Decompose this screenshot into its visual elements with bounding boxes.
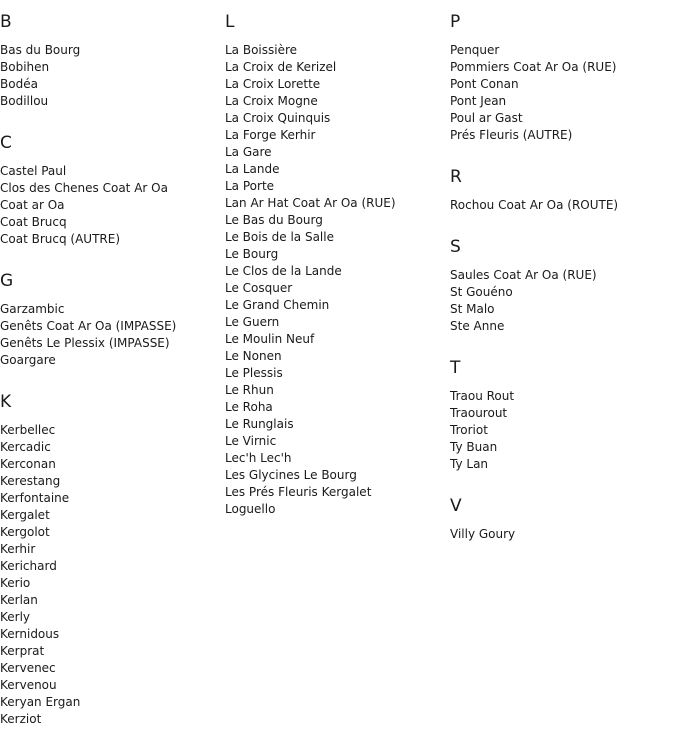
place-item[interactable]: Kerziot	[0, 712, 42, 726]
place-item[interactable]: Traou Rout	[450, 389, 515, 403]
place-item[interactable]: Villy Goury	[450, 527, 516, 541]
place-item[interactable]: Kerestang	[0, 474, 61, 488]
place-item[interactable]: Le Cosquer	[225, 281, 293, 295]
place-item[interactable]: Coat Brucq (AUTRE)	[0, 232, 120, 246]
place-item[interactable]: St Gouéno	[450, 285, 513, 299]
place-item[interactable]: Pommiers Coat Ar Oa (RUE)	[450, 60, 617, 74]
place-item[interactable]: Kervenou	[0, 678, 57, 692]
place-item[interactable]: Le Roha	[225, 400, 273, 414]
place-item[interactable]: La Porte	[225, 179, 275, 193]
place-item[interactable]: La Forge Kerhir	[225, 128, 316, 142]
place-item[interactable]: Le Clos de la Lande	[225, 264, 342, 278]
index-column-1	[0, 10, 220, 749]
place-item[interactable]: La Croix Quinquis	[225, 111, 331, 125]
place-item[interactable]: Kerichard	[0, 559, 57, 573]
place-item[interactable]: Kerfontaine	[0, 491, 70, 505]
place-item[interactable]: Clos des Chenes Coat Ar Oa	[0, 181, 168, 195]
place-item[interactable]: La Croix Lorette	[225, 77, 321, 91]
place-item[interactable]: Loguello	[225, 502, 276, 516]
place-item[interactable]: Le Bois de la Salle	[225, 230, 334, 244]
place-item[interactable]: Le Bourg	[225, 247, 279, 261]
letter-heading: L	[225, 12, 235, 32]
place-item[interactable]: Troriot	[450, 423, 488, 437]
place-item[interactable]: Le Grand Chemin	[225, 298, 330, 312]
place-item[interactable]: Les Prés Fleuris Kergalet	[225, 485, 372, 499]
place-item[interactable]: La Gare	[225, 145, 272, 159]
place-item[interactable]: Pont Jean	[450, 94, 507, 108]
place-item[interactable]: Bas du Bourg	[0, 43, 81, 57]
place-item[interactable]: La Boissière	[225, 43, 298, 57]
letter-heading: G	[0, 271, 14, 291]
place-item[interactable]: La Croix de Kerizel	[225, 60, 337, 74]
place-list	[0, 42, 220, 110]
place-item[interactable]: Ty Lan	[450, 457, 489, 471]
letter-heading: K	[0, 392, 12, 412]
letter-group	[0, 131, 220, 248]
letter-heading: B	[0, 12, 12, 32]
index-column-3	[450, 10, 675, 564]
place-list	[450, 388, 675, 473]
place-item[interactable]: Ste Anne	[450, 319, 505, 333]
place-item[interactable]: Coat ar Oa	[0, 198, 65, 212]
place-item[interactable]: Le Moulin Neuf	[225, 332, 315, 346]
letter-heading: R	[450, 167, 462, 187]
place-item[interactable]: Genêts Le Plessix (IMPASSE)	[0, 336, 170, 350]
place-list	[0, 163, 220, 248]
place-item[interactable]: La Lande	[225, 162, 280, 176]
letter-heading: V	[450, 496, 462, 516]
place-item[interactable]: St Malo	[450, 302, 495, 316]
letter-group	[450, 235, 675, 335]
place-list	[450, 267, 675, 335]
place-item[interactable]: Saules Coat Ar Oa (RUE)	[450, 268, 597, 282]
place-item[interactable]: Kercadic	[0, 440, 51, 454]
place-item[interactable]: Le Bas du Bourg	[225, 213, 323, 227]
letter-heading: T	[450, 358, 461, 378]
place-item[interactable]: Bodillou	[0, 94, 49, 108]
place-item[interactable]: Bodéa	[0, 77, 38, 91]
letter-group	[450, 356, 675, 473]
letter-group	[225, 10, 445, 518]
place-item[interactable]: Traourout	[450, 406, 508, 420]
place-item[interactable]: Le Nonen	[225, 349, 282, 363]
letter-heading: C	[0, 133, 12, 153]
place-item[interactable]: Rochou Coat Ar Oa (ROUTE)	[450, 198, 619, 212]
place-item[interactable]: Kervenec	[0, 661, 56, 675]
place-item[interactable]: Le Plessis	[225, 366, 283, 380]
letter-group	[0, 269, 220, 369]
place-item[interactable]: Garzambic	[0, 302, 65, 316]
place-list	[450, 42, 675, 144]
letter-heading: S	[450, 237, 461, 257]
place-item[interactable]: Prés Fleuris (AUTRE)	[450, 128, 573, 142]
place-item[interactable]: Pont Conan	[450, 77, 519, 91]
place-item[interactable]: Goargare	[0, 353, 56, 367]
place-item[interactable]: Castel Paul	[0, 164, 67, 178]
place-item[interactable]: Bobihen	[0, 60, 50, 74]
letter-group	[450, 10, 675, 144]
place-item[interactable]: Kerlan	[0, 593, 38, 607]
place-item[interactable]: Lec'h Lec'h	[225, 451, 292, 465]
place-item[interactable]: Coat Brucq	[0, 215, 67, 229]
place-item[interactable]: Genêts Coat Ar Oa (IMPASSE)	[0, 319, 177, 333]
place-item[interactable]: Ty Buan	[450, 440, 498, 454]
place-item[interactable]: Kerio	[0, 576, 31, 590]
place-item[interactable]: Kernidous	[0, 627, 60, 641]
place-item[interactable]: Le Guern	[225, 315, 280, 329]
place-item[interactable]: Kergolot	[0, 525, 50, 539]
place-item[interactable]: Kerprat	[0, 644, 45, 658]
letter-group	[450, 494, 675, 543]
place-item[interactable]: Poul ar Gast	[450, 111, 523, 125]
place-item[interactable]: Les Glycines Le Bourg	[225, 468, 357, 482]
place-item[interactable]: Kergalet	[0, 508, 50, 522]
index-column-2	[225, 10, 445, 539]
place-list	[0, 301, 220, 369]
letter-group	[0, 10, 220, 110]
place-item[interactable]: Keryan Ergan	[0, 695, 81, 709]
place-item[interactable]: Kerbellec	[0, 423, 56, 437]
place-item[interactable]: Kerhir	[0, 542, 36, 556]
place-item[interactable]: Kerly	[0, 610, 31, 624]
place-item[interactable]: Lan Ar Hat Coat Ar Oa (RUE)	[225, 196, 396, 210]
place-item[interactable]: Le Rhun	[225, 383, 274, 397]
place-list	[0, 422, 220, 728]
letter-group	[450, 165, 675, 214]
letter-heading: P	[450, 12, 461, 32]
place-list	[450, 526, 675, 543]
place-item[interactable]: La Croix Mogne	[225, 94, 318, 108]
place-item[interactable]: Le Virnic	[225, 434, 277, 448]
place-item[interactable]: Kerconan	[0, 457, 56, 471]
letter-group	[0, 390, 220, 728]
place-list	[450, 197, 675, 214]
place-list	[225, 42, 445, 518]
place-item[interactable]: Le Runglais	[225, 417, 294, 431]
place-item[interactable]: Penquer	[450, 43, 500, 57]
